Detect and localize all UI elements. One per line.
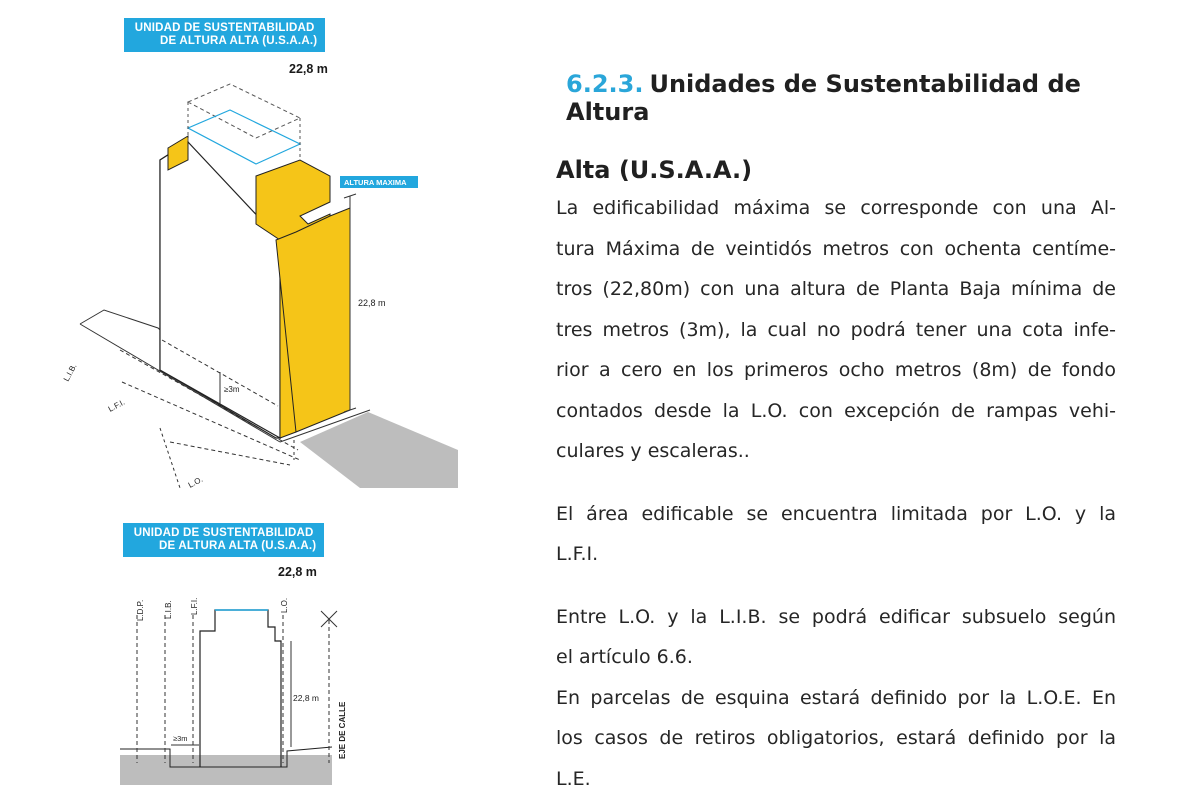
max-height-value: 22,8 m <box>278 565 317 579</box>
lib-text: L.I.B. <box>62 362 79 383</box>
section-heading <box>556 70 1116 184</box>
badge-line-1: UNIDAD DE SUSTENTABILIDAD <box>132 22 317 35</box>
lfi-text: L.F.I. <box>190 598 199 615</box>
badge-line-1: UNIDAD DE SUSTENTABILIDAD <box>131 527 316 540</box>
section-diagram <box>115 515 360 790</box>
axonometric-diagram <box>60 10 470 500</box>
dimension-text: 22,8 m <box>293 693 319 703</box>
lfi-text: L.F.I. <box>107 398 127 414</box>
ldp-text: L.D.P. <box>136 600 145 621</box>
badge-line-2: DE ALTURA ALTA (U.S.A.A.) <box>131 540 316 553</box>
street-axis-text: EJE DE CALLE <box>338 701 347 759</box>
heading-line-2: Alta (U.S.A.A.) <box>556 156 1116 184</box>
p1-line: rior a cero en los primeros ocho metros (8m) de fondo <box>556 350 1116 391</box>
sidewalk-area <box>300 412 458 488</box>
ground-floor-text: ≥3m <box>173 734 188 743</box>
dimension-text: 22,8 m <box>358 298 386 308</box>
p2-line: L.F.I. <box>556 534 1116 575</box>
ground-band <box>120 755 332 785</box>
p1-line: tura Máxima de veintidós metros con ochenta centíme- <box>556 229 1116 270</box>
p3-line: los casos de retiros obligatorios, estará definido por la <box>556 718 1116 759</box>
section-number: 6.2.3. <box>566 70 643 98</box>
lo-line <box>170 442 290 465</box>
p1-line: tros (22,80m) con una altura de Planta Baja mínima de <box>556 269 1116 310</box>
top-blue-outline <box>188 110 300 164</box>
badge-line-2: DE ALTURA ALTA (U.S.A.A.) <box>132 35 317 48</box>
p3-line: L.E. <box>556 759 1116 799</box>
altura-maxima-text: ALTURA MAXIMA <box>344 178 407 187</box>
lo-tick <box>160 428 180 488</box>
p1-line: culares y escaleras.. <box>556 431 1116 472</box>
heading-line-1 <box>566 70 1116 126</box>
p1-line: contados desde la L.O. con excepción de rampas vehi- <box>556 391 1116 432</box>
p3-line: Entre L.O. y la L.I.B. se podrá edificar subsuelo según <box>556 597 1116 638</box>
lib-text: L.I.B. <box>164 600 173 619</box>
p1-line: La edificabilidad máxima se corresponde con una Al- <box>556 188 1116 229</box>
paragraph-2 <box>556 494 1116 575</box>
max-height-value: 22,8 m <box>289 62 328 76</box>
lo-text: L.O. <box>187 475 205 490</box>
lo-text: L.O. <box>280 598 289 613</box>
paragraph-3 <box>556 597 1116 799</box>
ground-floor-text: ≥3m <box>224 385 240 394</box>
axonometric-drawing <box>60 10 470 500</box>
paragraph-1 <box>556 188 1116 472</box>
section-drawing <box>115 515 360 790</box>
text-column <box>556 70 1116 799</box>
p1-line: tres metros (3m), la cual no podrá tener una cota infe- <box>556 310 1116 351</box>
p3-line: el artículo 6.6. <box>556 637 1116 678</box>
p3-line: En parcelas de esquina estará definido por la L.O.E. En <box>556 678 1116 719</box>
p2-line: El área edificable se encuentra limitada por L.O. y la <box>556 494 1116 535</box>
section-title-1: Unidades de Sustentabilidad de Altura <box>566 70 1081 126</box>
building-profile <box>200 610 281 767</box>
top-envelope <box>188 84 300 138</box>
